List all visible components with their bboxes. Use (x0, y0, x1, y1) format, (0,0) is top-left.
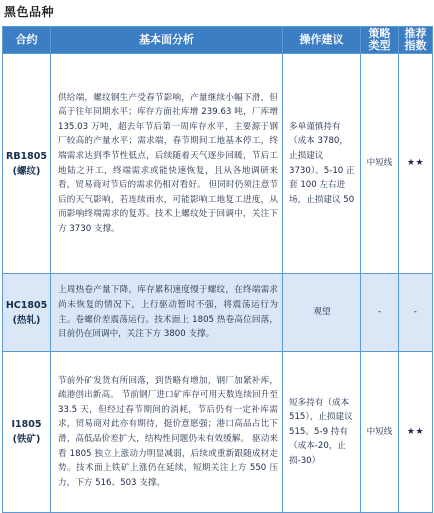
strategy-cell: 中短线 (361, 352, 399, 513)
advice-cell: 短多持有（成本 515），止损建议 515。5-9 持有（成本-20，止损-30） (283, 352, 361, 513)
rating-stars: ★★ (399, 54, 433, 274)
header-rating (399, 27, 433, 54)
advice-cell: 观望 (283, 274, 361, 352)
table-row-rb1805 (3, 54, 433, 274)
header-rating-line1: 推荐 (404, 27, 427, 40)
strategy-cell: - (361, 274, 399, 352)
rating-stars: - (399, 274, 433, 352)
contract-cell (3, 54, 51, 274)
header-strategy-line1: 策略 (368, 27, 391, 40)
contract-code: HC1805 (5, 299, 48, 311)
header-rating-line2: 指数 (404, 39, 427, 52)
contract-name: (热轧) (12, 314, 41, 326)
contract-code: I1805 (11, 419, 42, 430)
header-contract: 合约 (3, 27, 51, 54)
contract-name: (铁矿) (12, 434, 41, 445)
table-row-i1805 (3, 352, 433, 513)
table-row-hc1805 (3, 274, 433, 352)
header-advice: 操作建议 (283, 27, 361, 54)
contract-name: (螺纹) (12, 165, 41, 177)
header-strategy (361, 27, 399, 54)
analysis-cell: 节前外矿发货有所回落，到货略有增加，钢厂加紧补库，疏港创出新高。 节前钢厂进口矿库存可用天数连续回升至 33.5 天，但经过春节期间的消耗，节后仍有一定补库需求，贸易商对此亦有期待，挺价意愿强；港口高品占比下滑，高低品价差扩大，结构性问题仍未有效缓解。 驱动来看 1805 独立上涨动力明显减弱，后续或重新跟随成材走势。技术面上铁矿上涨仍在延续，短期关注上方 550 压力，下方 516、503 支撑。 (51, 352, 283, 513)
section-title: 黑色品种 (4, 5, 55, 19)
analysis-cell: 供给端，螺纹钢生产受春节影响，产量继续小幅下滑，但高于往年同期水平；库存方面社库增 239.63 吨，厂库增 135.03 万吨，超去年节后第一周库存水平，主要源于钢厂较高的产量水平；需求端，春节期间工地基本停工，终端需求达到季节性低点，后续随着天气逐步回暖，节后工地陆之开工，终端需求或能快速恢复，且从各地调研来看，贸易商对节后的需求仍相对看好。 但同时仍须注意节后的天气影响，若连续雨水，可能影响工地复工进度，从而影响终端需求的复苏。技术上螺纹处于回调中，关注下方 3730 支撑。 (51, 54, 283, 274)
contract-cell (3, 352, 51, 513)
analysis-cell: 上周热卷产量下降，库存累积速度慢于螺纹，在终端需求尚未恢复的情况下，上行驱动暂时不强，将震荡运行为主。卷螺价差震荡运行。技术面上 1805 热卷高位回落，目前仍在回调中，关注下方 3800 支撑。 (51, 274, 283, 352)
contract-cell (3, 274, 51, 352)
table-header-row (3, 27, 433, 54)
strategy-cell: 中短线 (361, 54, 399, 274)
advice-cell: 多单谨慎持有（成本 3780，止损建议3730）。5-10 正套 100 左右进场，止损建议 50 (283, 54, 361, 274)
contract-code: RB1805 (6, 150, 47, 162)
black-commodities-table (2, 26, 433, 513)
header-analysis: 基本面分析 (51, 27, 283, 54)
rating-stars: ★★ (399, 352, 433, 513)
header-strategy-line2: 类型 (368, 39, 391, 52)
